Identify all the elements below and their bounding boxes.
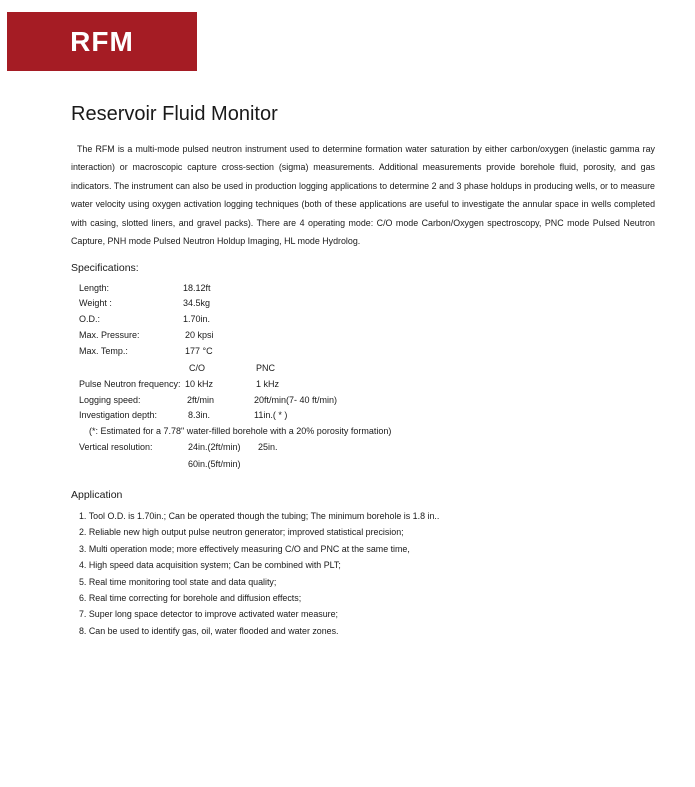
- spec-column-pnc: PNC: [256, 363, 276, 373]
- application-list: [79, 508, 439, 639]
- spec-weight-label: Weight :: [79, 298, 112, 308]
- spec-od-value: 1.70in.: [183, 314, 211, 324]
- page-title: Reservoir Fluid Monitor: [71, 103, 278, 125]
- spec-length-label: Length:: [79, 283, 110, 293]
- rfm-logo-text: RFM: [70, 25, 134, 57]
- spec-od-label: O.D.:: [79, 314, 101, 324]
- list-item: 2. Reliable new high output pulse neutron generator; improved statistical precision;: [79, 527, 404, 538]
- spec-length-value: 18.12ft: [183, 283, 211, 293]
- intro-paragraph: The RFM is a multi-mode pulsed neutron instrument used to determine formation water saturation by either carbon/oxygen (inelastic gamma ray interaction) or macroscopic capture cross-section (sigma) measurements. Additional measurements provide borehole fluid, porosity, and gas indicators. The instrument can also be used in production logging applications to determine 2 and 3 phase holdups in producing wells, or to measure water velocity using oxygen activation logging techniques (both of these applications are useful to investigate the annular space in wells completed with casing, slotted liners, and gravel packs). There are 4 operating mode: C/O mode Carbon/Oxygen spectroscopy, PNC mode Pulsed Neutron Capture, PNH mode Pulsed Neutron Holdup Imaging, HL mode Hydrolog.: [71, 144, 655, 247]
- spec-pressure-value: 20 kpsi: [185, 330, 214, 340]
- spec-temp-value: 177 °C: [185, 346, 213, 356]
- spec-speed-label: Logging speed:: [79, 395, 141, 405]
- list-item: 7. Super long space detector to improve activated water measure;: [79, 609, 338, 620]
- spec-depth-label: Investigation depth:: [79, 410, 158, 420]
- spec-pulse-co: 10 kHz: [185, 379, 214, 389]
- spec-vres-co-1: 24in.(2ft/min): [188, 442, 241, 452]
- spec-pressure-label: Max. Pressure:: [79, 330, 140, 340]
- spec-vres-co-2: 60in.(5ft/min): [188, 459, 241, 469]
- list-item: 5. Real time monitoring tool state and data quality;: [79, 576, 277, 587]
- spec-pulse-pnc: 1 kHz: [256, 379, 280, 389]
- spec-depth-pnc: 11in.( * ): [254, 410, 288, 420]
- spec-pulse-label: Pulse Neutron frequency:: [79, 379, 181, 389]
- application-heading: Application: [71, 489, 123, 501]
- specifications-heading: Specifications:: [71, 262, 139, 274]
- spec-depth-note: (*: Estimated for a 7.78" water-filled borehole with a 20% porosity formation): [89, 426, 392, 436]
- spec-vres-pnc: 25in.: [258, 442, 278, 452]
- list-item: 6. Real time correcting for borehole and diffusion effects;: [79, 592, 302, 603]
- rfm-logo-banner: [7, 12, 197, 71]
- list-item: 1. Tool O.D. is 1.70in.; Can be operated though the tubing; The minimum borehole is 1.8 in..: [79, 511, 440, 521]
- spec-weight-value: 34.5kg: [183, 298, 211, 308]
- list-item: 3. Multi operation mode; more effectively measuring C/O and PNC at the same time,: [79, 543, 410, 554]
- spec-speed-pnc: 20ft/min(7- 40 ft/min): [254, 395, 338, 405]
- spec-depth-co: 8.3in.: [188, 410, 211, 420]
- spec-temp-label: Max. Temp.:: [79, 346, 128, 356]
- list-item: 4. High speed data acquisition system; Can be combined with PLT;: [79, 560, 341, 571]
- spec-vres-label: Vertical resolution:: [79, 442, 153, 452]
- list-item: 8. Can be used to identify gas, oil, water flooded and water zones.: [79, 625, 339, 636]
- spec-column-co: C/O: [189, 363, 206, 373]
- spec-speed-co: 2ft/min: [187, 395, 215, 405]
